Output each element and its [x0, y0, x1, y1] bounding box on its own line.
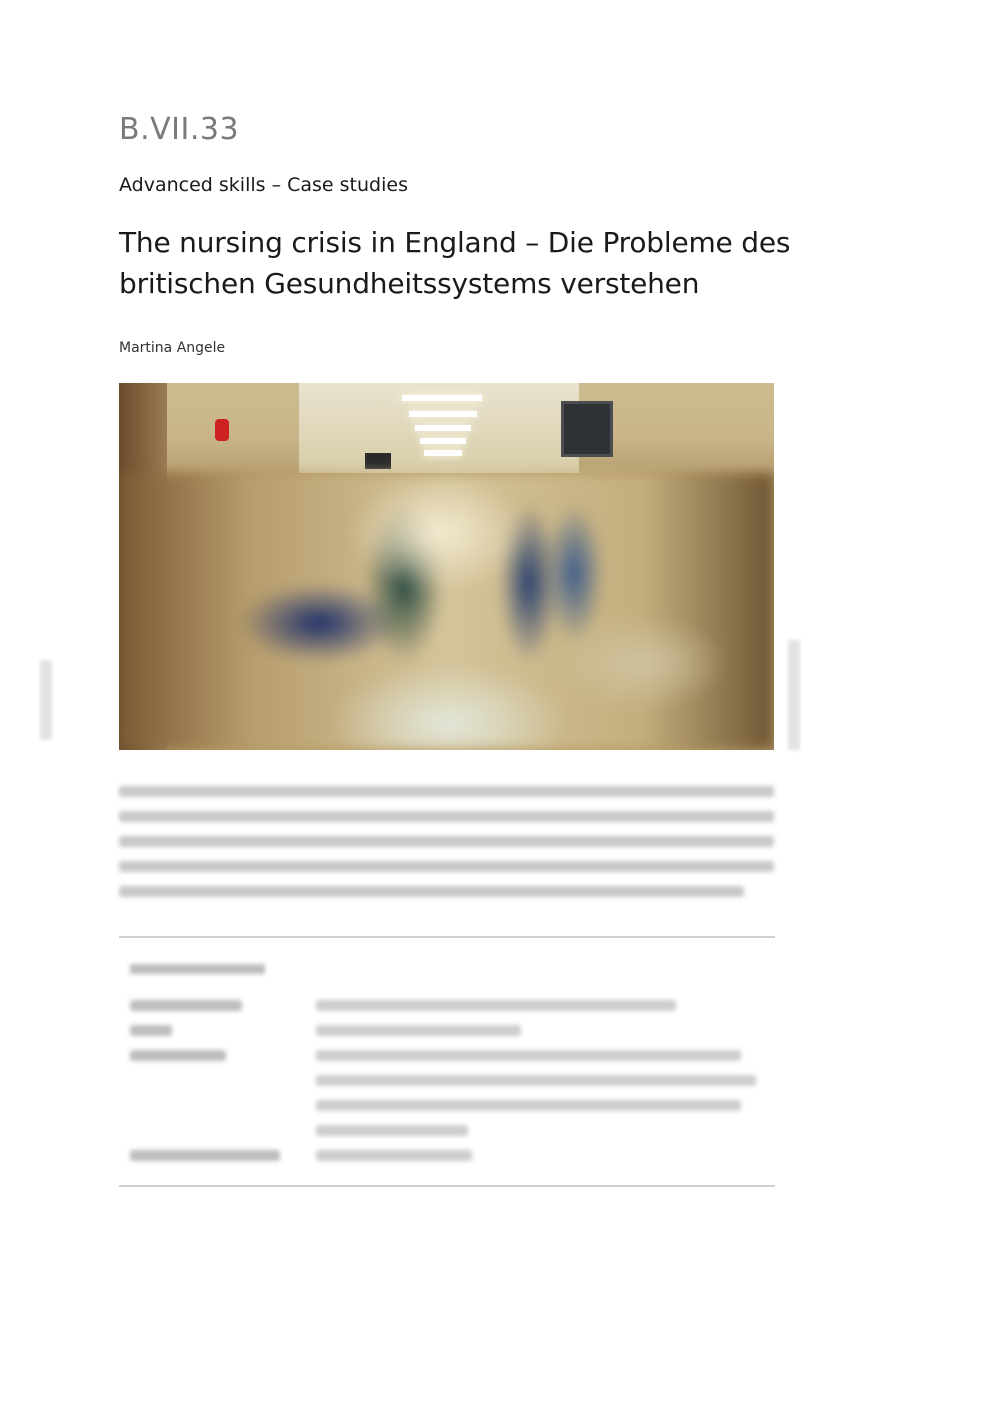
blurred-text-line — [119, 861, 774, 872]
blurred-text-line — [119, 786, 774, 797]
document-code: B.VII.33 — [119, 112, 240, 147]
photo-blurred-corridor — [119, 473, 774, 750]
blurred-text-line — [119, 811, 774, 822]
divider — [119, 936, 775, 938]
meta-value-blurred — [316, 1100, 741, 1111]
meta-value-blurred — [316, 1150, 472, 1161]
meta-value-blurred — [316, 1050, 741, 1061]
competence-box-heading-blurred — [130, 964, 265, 974]
photo-monitor — [561, 401, 613, 457]
document-title: The nursing crisis in England – Die Probleme des britischen Gesundheitssystems verstehen — [119, 226, 791, 300]
meta-label-blurred — [130, 1150, 280, 1161]
ceiling-light — [424, 450, 462, 456]
ceiling-light — [420, 438, 466, 444]
ceiling-light — [402, 395, 482, 401]
meta-label-blurred — [130, 1025, 172, 1036]
meta-label-blurred — [130, 1000, 242, 1011]
image-credit-right — [788, 640, 800, 750]
document-subtitle: Advanced skills – Case studies — [119, 174, 408, 196]
blurred-text-line — [119, 886, 744, 897]
image-credit-left — [40, 660, 52, 740]
hero-photo — [119, 383, 774, 750]
photo-alarm — [215, 419, 229, 441]
blurred-text-line — [119, 836, 774, 847]
meta-label-blurred — [130, 1050, 226, 1061]
divider — [119, 1185, 775, 1187]
intro-paragraph-blurred — [119, 786, 779, 911]
meta-value-blurred — [316, 1000, 676, 1011]
meta-value-blurred — [316, 1025, 521, 1036]
meta-value-blurred — [316, 1075, 756, 1086]
photo-monitor — [365, 453, 391, 469]
author-name: Martina Angele — [119, 340, 226, 356]
ceiling-light — [409, 411, 477, 417]
meta-value-blurred — [316, 1125, 468, 1136]
ceiling-light — [415, 425, 471, 431]
